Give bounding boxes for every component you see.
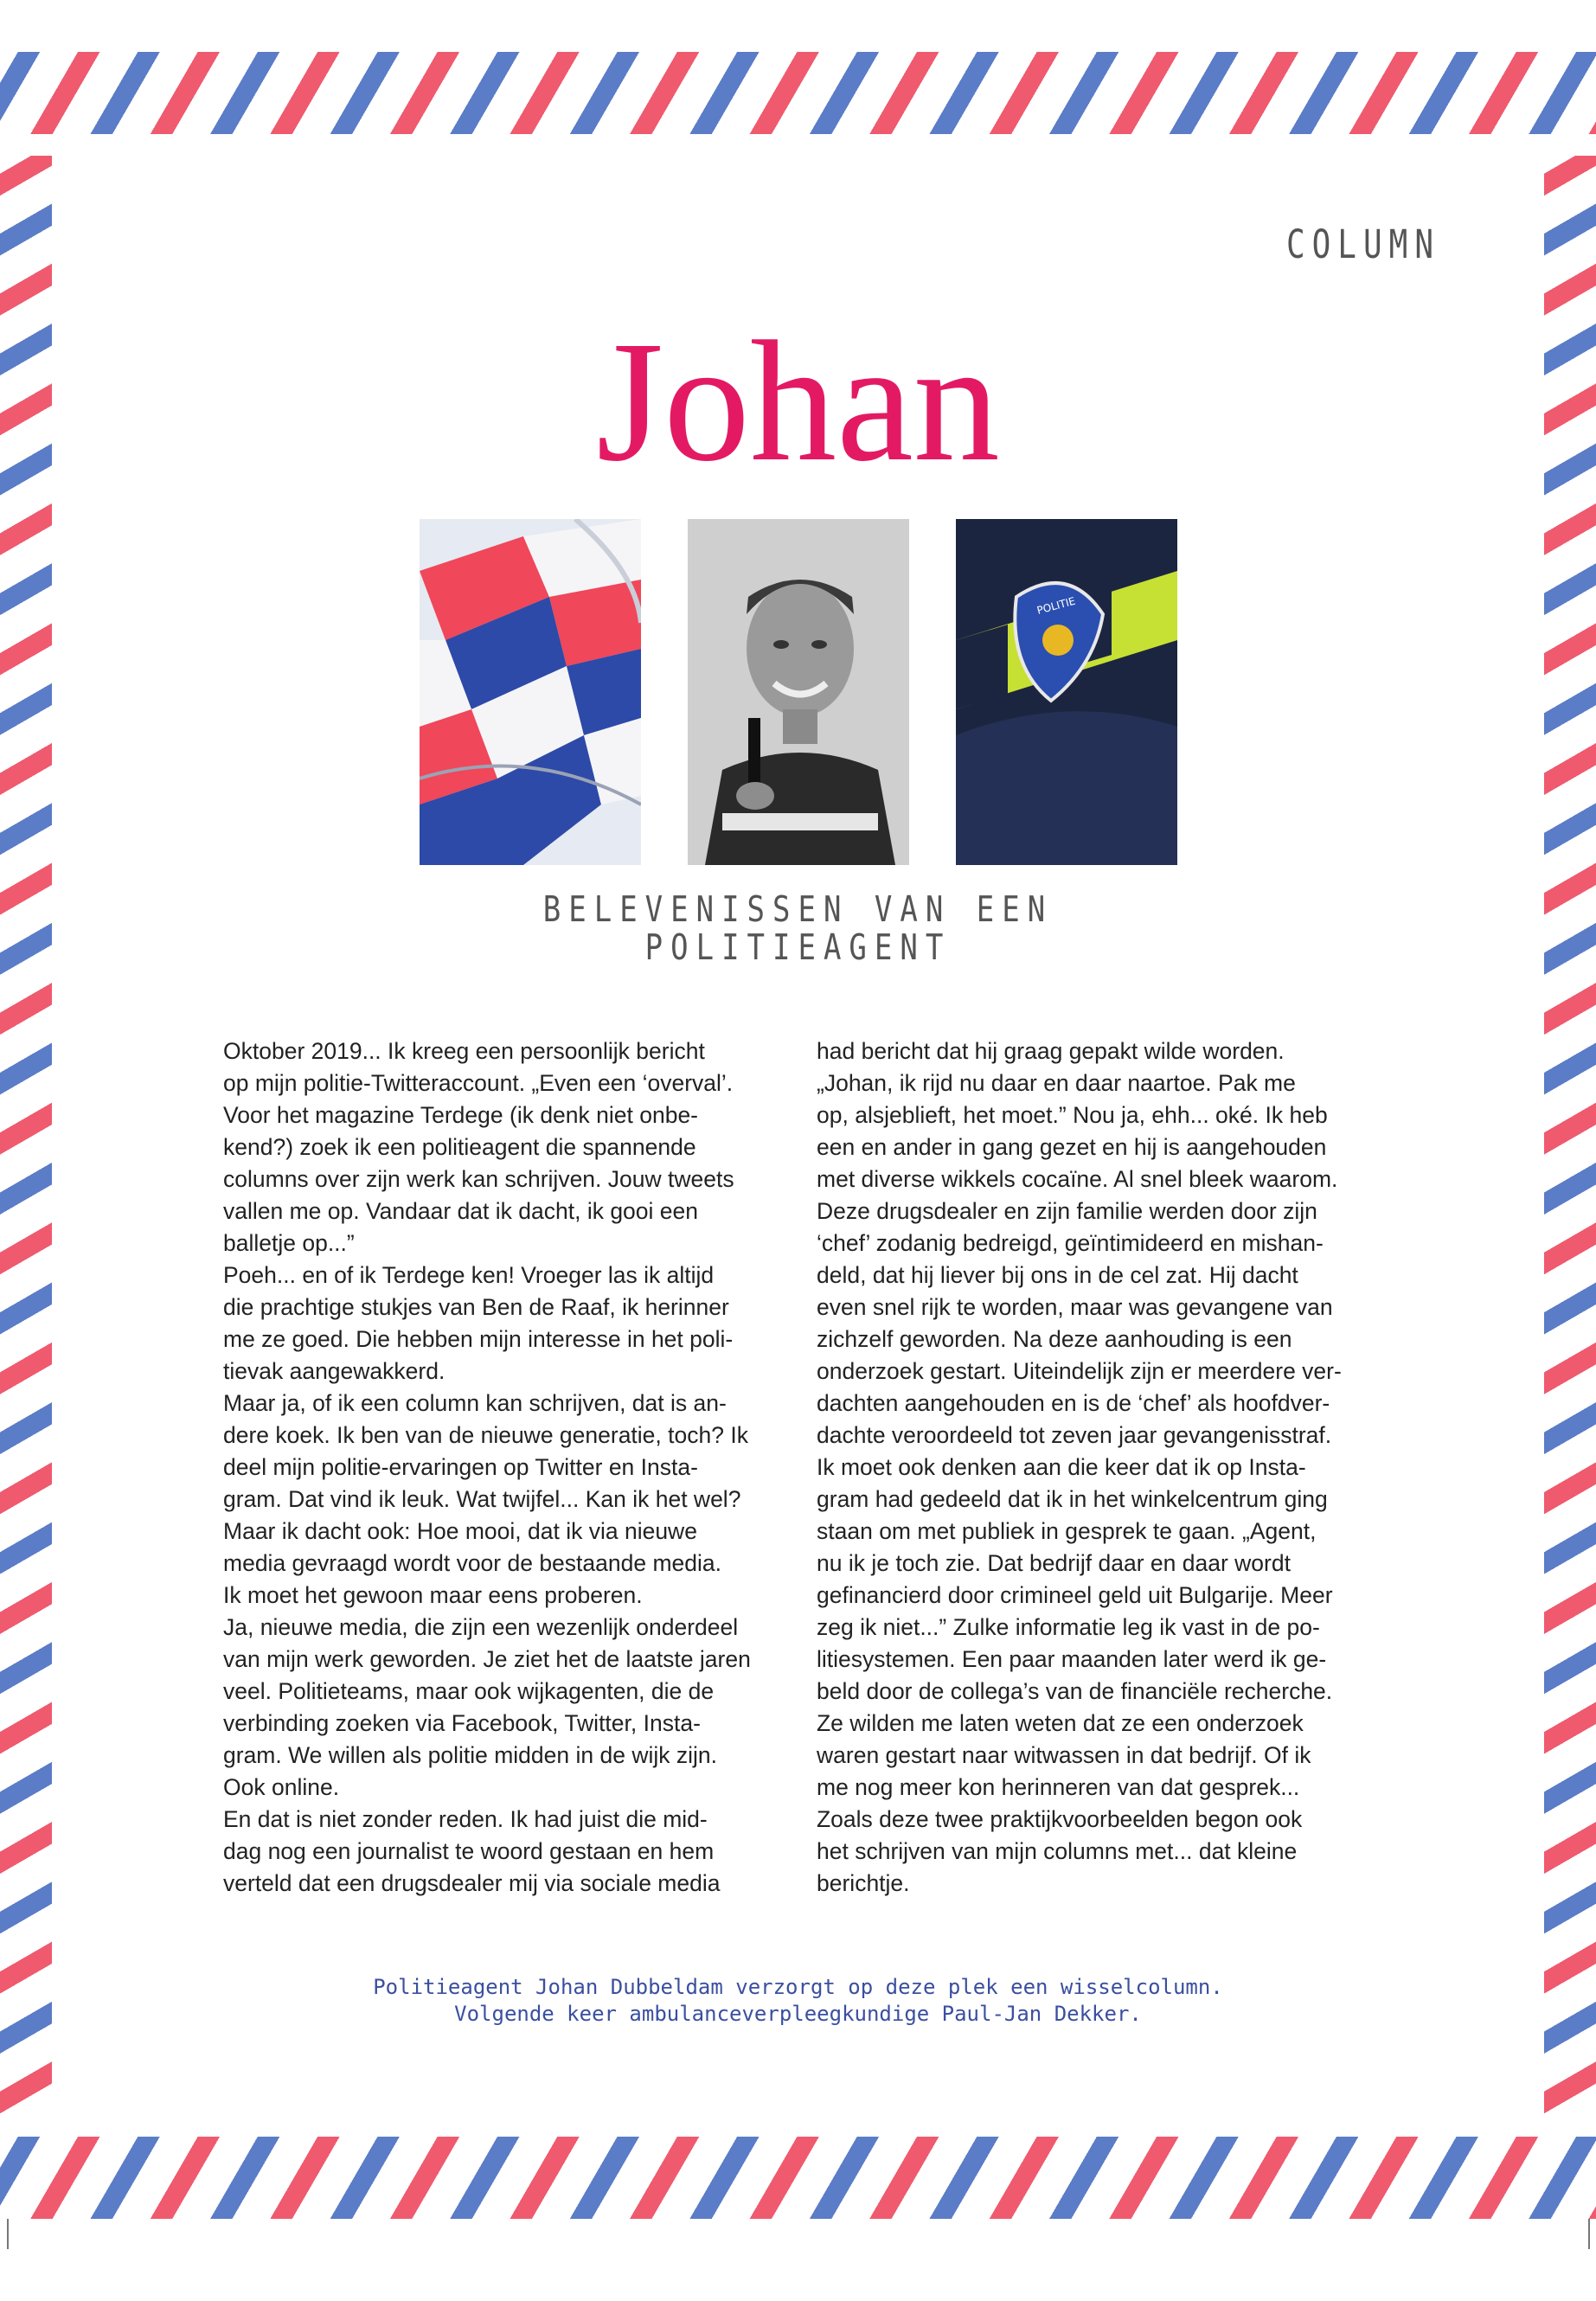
badge-text: POLITIE	[1035, 594, 1077, 617]
crop-mark	[7, 2214, 9, 2249]
airmail-border-top	[0, 52, 1596, 134]
body-text-left: Oktober 2019... Ik kreeg een persoonlijk bericht op mijn politie-Twitteraccount. „Even een ‘overval’. Voor het magazine Terdege (ik denk niet onbe- kend?) zoek ik een politieagent die spannende columns over zijn werk kan schrijven. Jouw tweets vallen me op. Vandaar dat ik dacht, ik gooi een balletje op...” Poeh... en of ik Terdege ken! Vroeger las ik altijd die prachtige stukjes van Ben de Raaf, ik herinner me ze goed. Die hebben mijn interesse in het poli- tievak aangewakkerd. Maar ja, of ik een column kan schrijven, dat is an- dere koek. Ik ben van de nieuwe generatie, toch? Ik deel mijn politie-ervaringen op Twitter en Insta- gram. Dat vind ik leuk. Wat twijfel... Kan ik het wel? Maar ik dacht ook: Hoe mooi, dat ik via nieuwe media gevraagd wordt voor de bestaande media. Ik moet het gewoon maar eens proberen. Ja, nieuwe media, die zijn een wezenlijk onderdeel van mijn werk geworden. Je ziet het de laatste jaren veel. Politieteams, maar ook wijkagenten, die de verbinding zoeken via Facebook, Twitter, Insta- gram. We willen als politie midden in de wijk zijn. Ook online. En dat is niet zonder reden. Ik had juist die mid- dag nog een journalist te woord gestaan en hem verteld dat een drugsdealer mij via sociale media	[223, 1038, 751, 1896]
subtitle	[0, 891, 1596, 967]
body-column-left	[223, 1035, 777, 1900]
footer-note	[0, 1974, 1596, 2028]
subtitle-line-1: BELEVENISSEN VAN EEN	[542, 889, 1054, 931]
body-text-right: had bericht dat hij graag gepakt wilde worden. „Johan, ik rijd nu daar en daar naartoe. Pak me op, alsjeblieft, het moet.” Nou ja, ehh... oké. Ik heb een en ander in gang gezet en hij is aangehouden met diverse wikkels cocaïne. Al snel bleek waarom. Deze drugsdealer en zijn familie werden door zijn ‘chef’ zodanig bedreigd, geïntimideerd en mishan- deld, dat hij liever bij ons in de cel zat. Hij dacht even snel rijk te worden, maar was gevangene van zichzelf geworden. Na deze aanhouding is een onderzoek gestart. Uiteindelijk zijn er meerdere ver- dachten aangehouden en is de ‘chef’ als hoofdver- dachte veroordeeld tot zeven jaar gevangenisstraf. Ik moet ook denken aan die keer dat ik op Insta- gram had gedeeld dat ik in het winkelcentrum ging staan om met publiek in gesprek te gaan. „Agent, nu ik je toch zie. Dat bedrijf daar en daar wordt gefinancierd door crimineel geld uit Bulgarije. Meer zeg ik niet...” Zulke informatie leg ik vast in de po- litiesystemen. Een paar maanden later werd ik ge- beld door de collega’s van de financiële recherche. Ze wilden me laten weten dat ze een onderzoek waren gestart naar witwassen in dat bedrijf. Of ik me nog meer kon herinneren van dat gesprek... Zoals deze twee praktijkvoorbeelden begon ook het schrijven van mijn columns met... dat kleine berichtje.	[817, 1038, 1342, 1896]
footer-line-1: Politieagent Johan Dubbeldam verzorgt op deze plek een wisselcolumn.	[373, 1975, 1223, 1999]
airmail-border-bottom	[0, 2137, 1596, 2219]
police-uniform-photo	[956, 519, 1177, 865]
police-car-photo	[420, 519, 641, 865]
body-column-right	[817, 1035, 1370, 1900]
crop-mark	[1588, 2214, 1590, 2249]
subtitle-line-2: POLITIEAGENT	[644, 927, 952, 969]
footer-line-2: Volgende keer ambulanceverpleegkundige Paul-Jan Dekker.	[454, 2002, 1142, 2026]
officer-portrait-photo	[688, 519, 909, 865]
section-label: COLUMN	[1285, 223, 1440, 268]
column-title: Johan	[596, 306, 1000, 497]
